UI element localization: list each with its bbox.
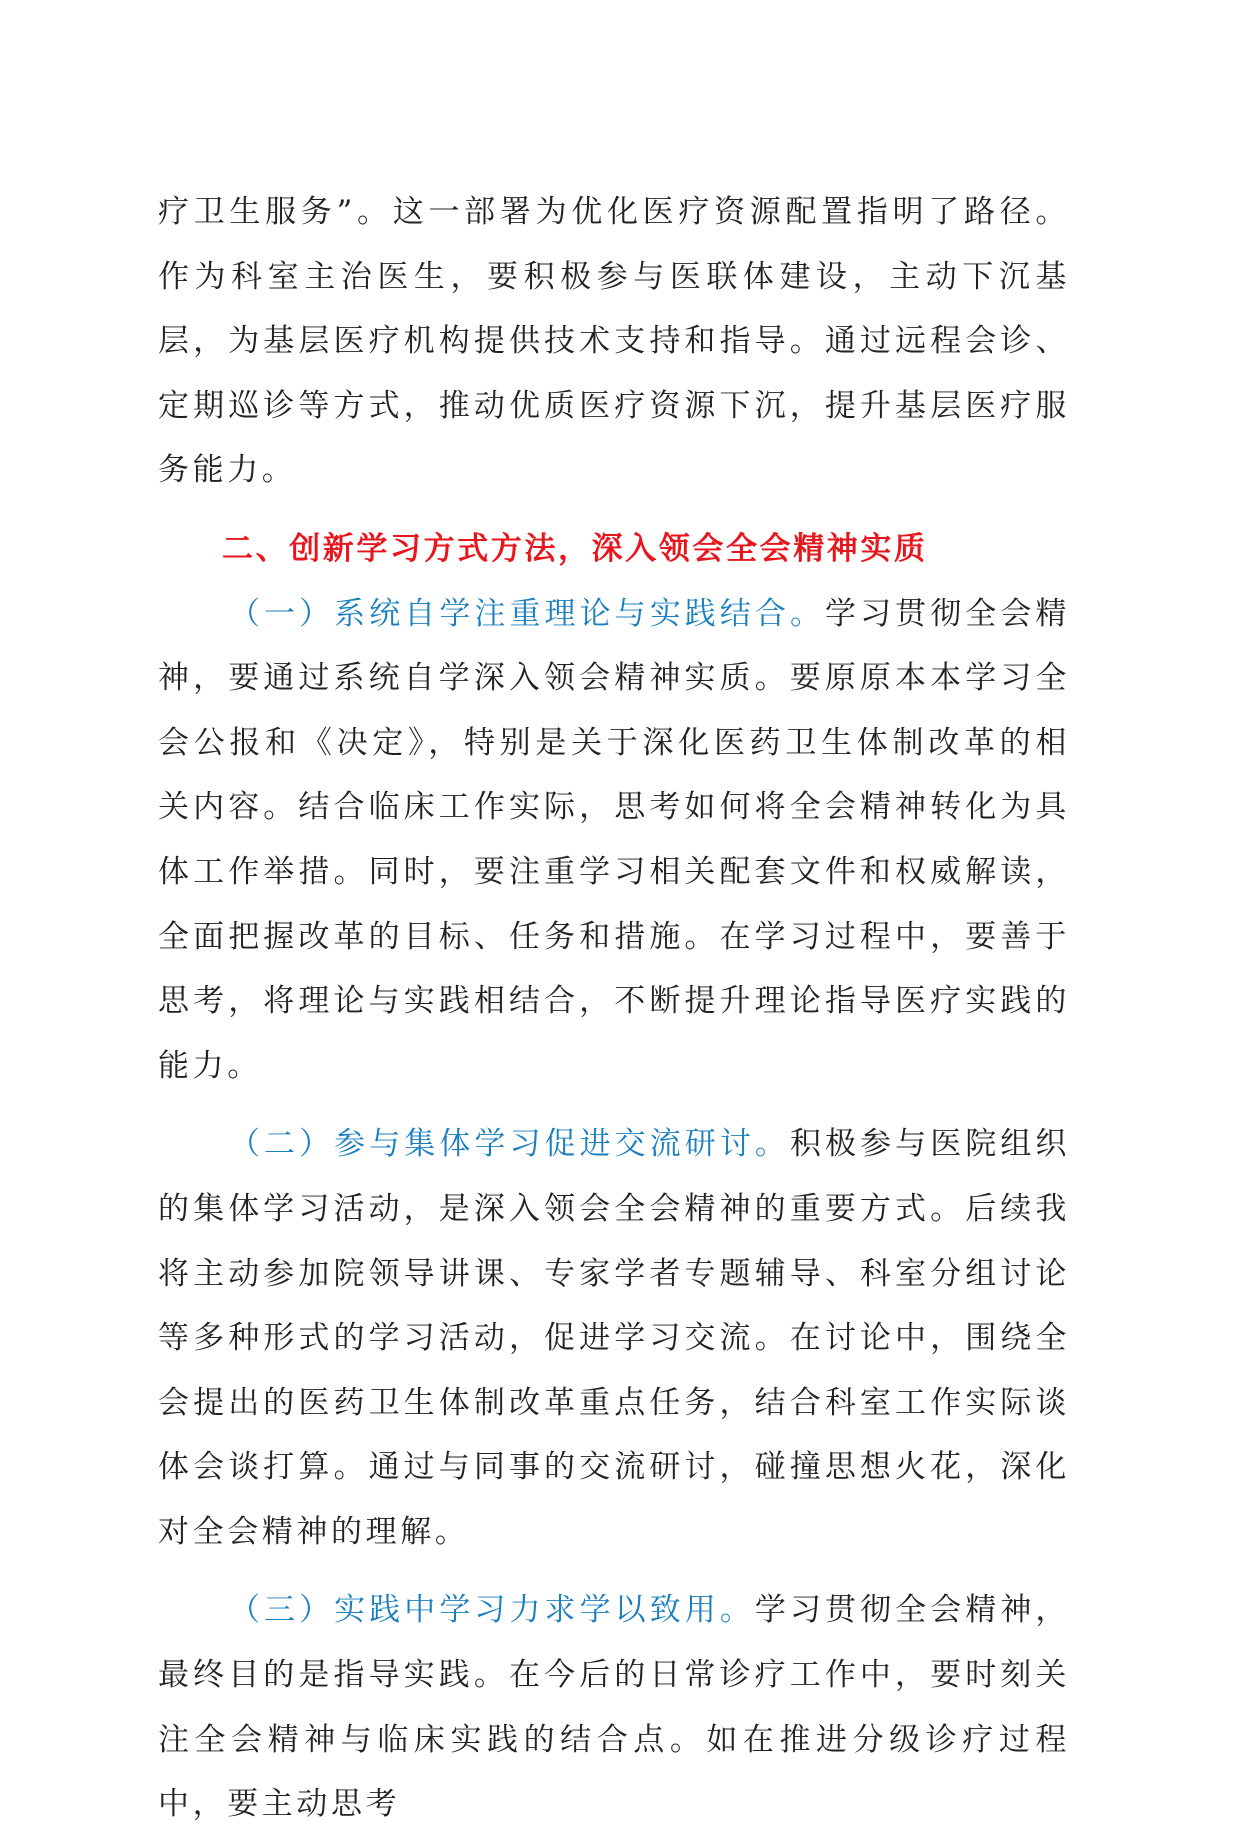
subsection-2-paragraph [158, 1112, 1070, 1564]
subsection-2-title: （二）参与集体学习促进交流研讨。 [229, 1126, 790, 1163]
document-page [158, 180, 1070, 1837]
section-heading: 二、创新学习方式方法，深入领会全会精神实质 [222, 530, 928, 567]
subsection-1-text: 学习贯彻全会精神，要通过系统自学深入领会精神实质。要原原本本学习全会公报和《决定》，特别是关于深化医药卫生体制改革的相关内容。结合临床工作实际，思考如何将全会精神转化为具体工作举措。同时，要注重学习相关配套文件和权威解读，全面把握改革的目标、任务和措施。在学习过程中，要善于思考，将理论与实践相结合，不断提升理论指导医疗实践的能力。 [158, 595, 1070, 1084]
spacer [158, 1098, 1070, 1112]
spacer [158, 1564, 1070, 1578]
subsection-2-text: 积极参与医院组织的集体学习活动，是深入领会全会精神的重要方式。后续我将主动参加院领导讲课、专家学者专题辅导、科室分组讨论等多种形式的学习活动，促进学习交流。在讨论中，围绕全会提出的医药卫生体制改革重点任务，结合科室工作实际谈体会谈打算。通过与同事的交流研讨，碰撞思想火花，深化对全会精神的理解。 [158, 1126, 1070, 1550]
subsection-1-paragraph [158, 582, 1070, 1099]
subsection-1-title: （一）系统自学注重理论与实践结合。 [229, 595, 826, 632]
spacer [158, 503, 1070, 517]
subsection-3-title: （三）实践中学习力求学以致用。 [229, 1592, 755, 1629]
intro-paragraph: 疗卫生服务”。这一部署为优化医疗资源配置指明了路径。作为科室主治医生，要积极参与医联体建设，主动下沉基层，为基层医疗机构提供技术支持和指导。通过远程会诊、定期巡诊等方式，推动优质医疗资源下沉，提升基层医疗服务能力。 [158, 194, 1070, 489]
subsection-3-text: 学习贯彻全会精神，最终目的是指导实践。在今后的日常诊疗工作中，要时刻关注全会精神与临床实践的结合点。如在推进分级诊疗过程中，要主动思考 [158, 1592, 1071, 1823]
subsection-3-paragraph [158, 1578, 1070, 1836]
